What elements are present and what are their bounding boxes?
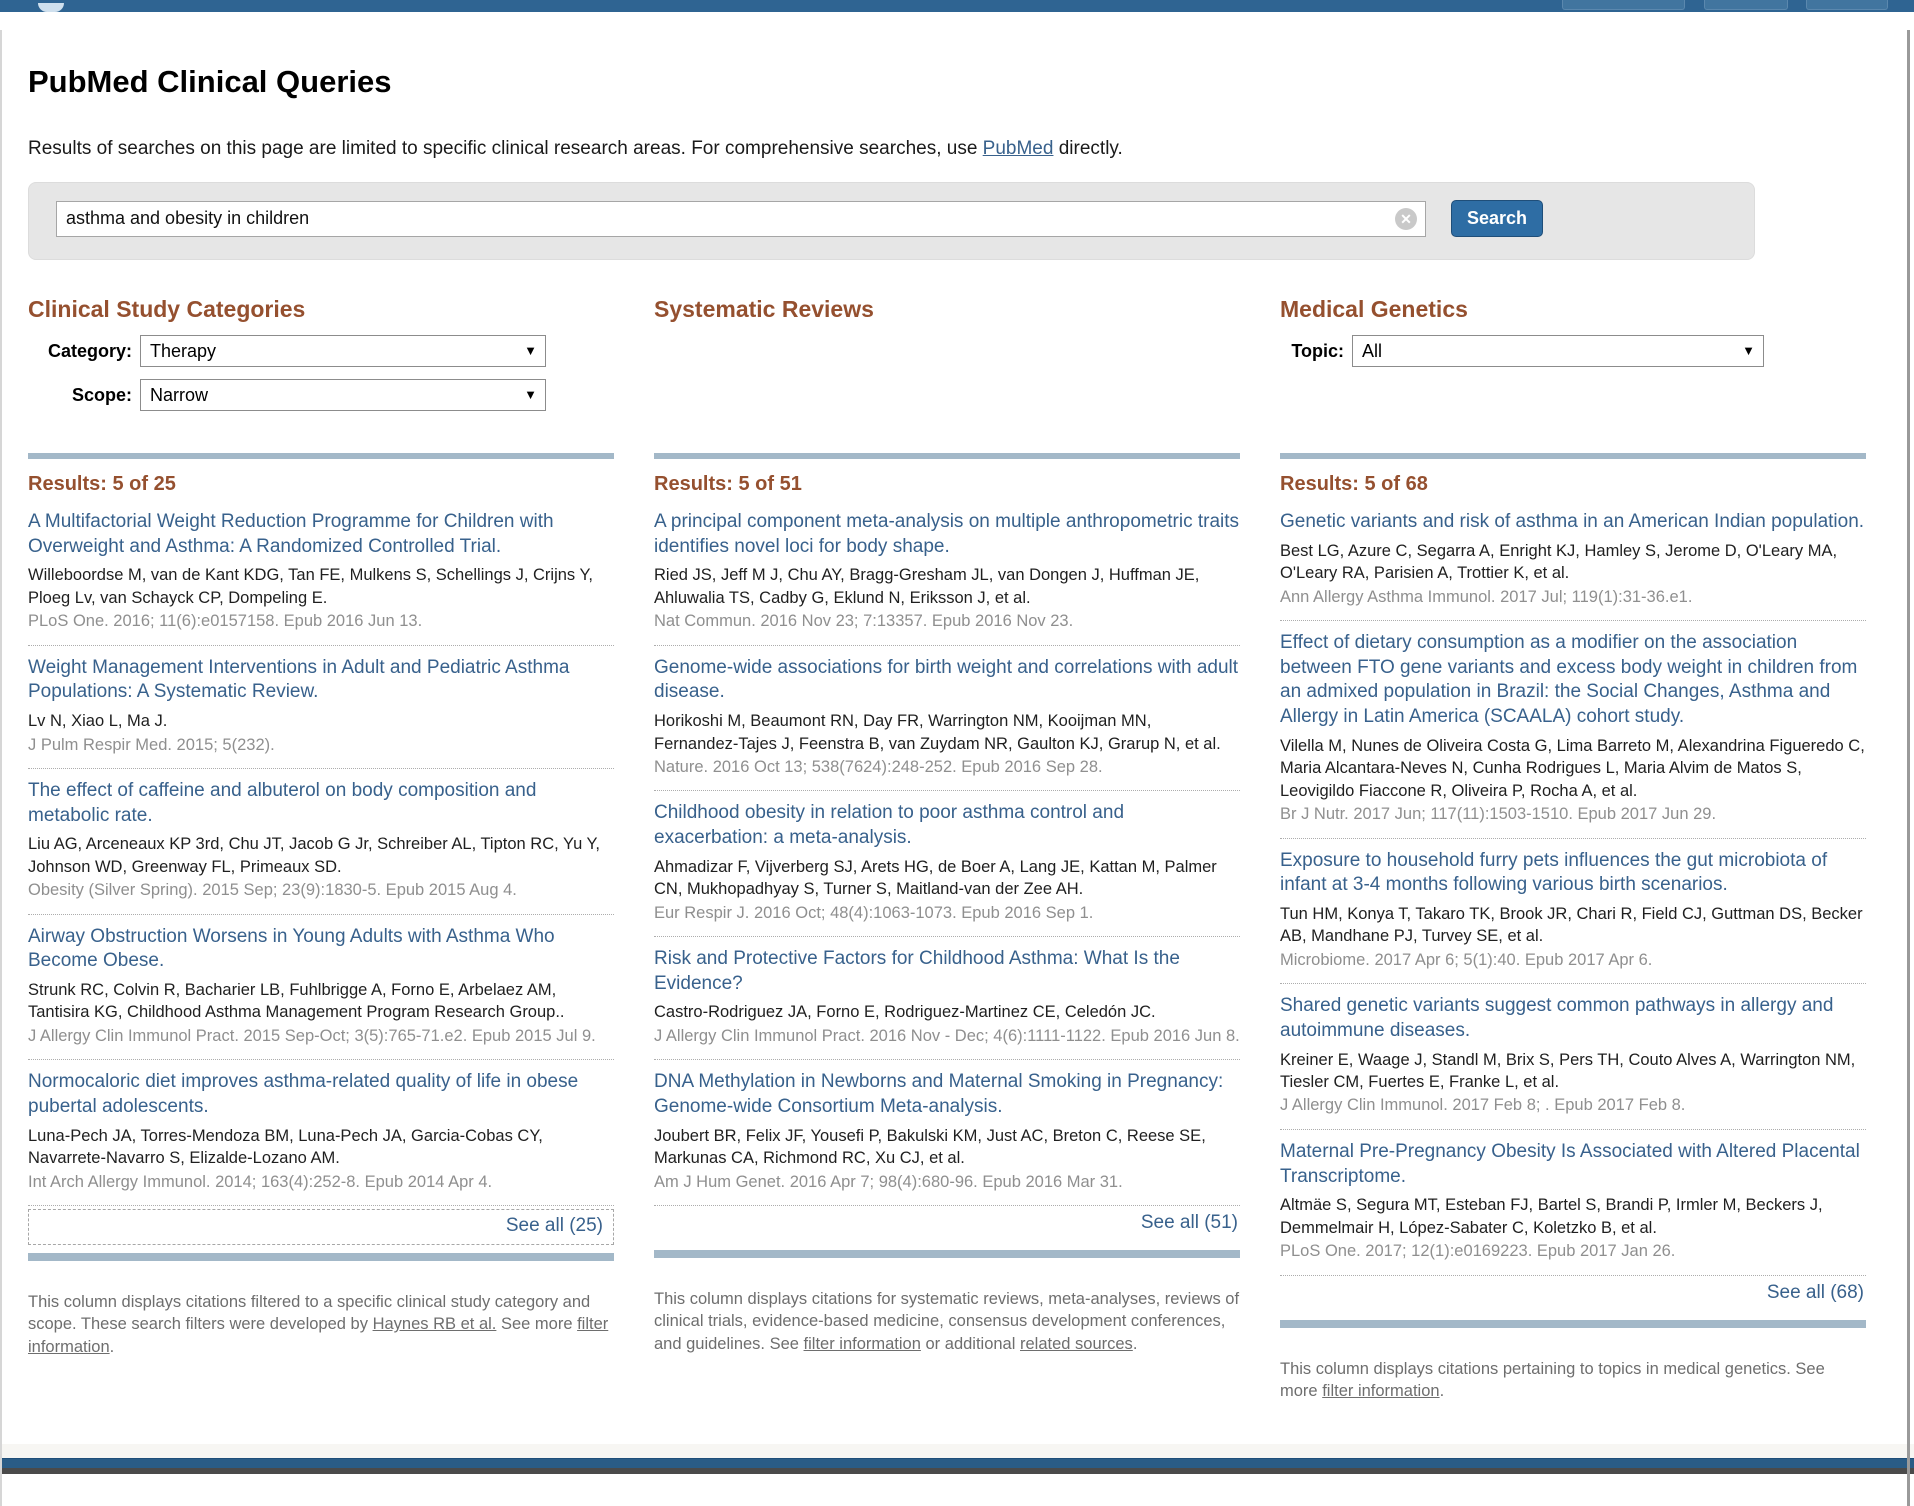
footer-text-segment: .	[1439, 1381, 1445, 1400]
citation-list	[654, 500, 1240, 1206]
footer-bar	[0, 1458, 1914, 1468]
citation-journal: PLoS One. 2017; 12(1):e0169223. Epub 2017 Jan 26.	[1280, 1242, 1676, 1261]
citation-title-link[interactable]: Childhood obesity in relation to poor asthma control and exacerbation: a meta-analysis.	[654, 802, 1125, 849]
citation-authors: Ried JS, Jeff M J, Chu AY, Bragg-Gresham JL, van Dongen J, Huffman JE, Ahluwalia TS, Cadby G, Eklund N, Eriksson J, et al.	[654, 566, 1200, 607]
column-description	[654, 1288, 1240, 1355]
column-heading: Systematic Reviews	[654, 296, 874, 322]
citation-journal: Am J Hum Genet. 2016 Apr 7; 98(4):680-96. Epub 2016 Mar 31.	[654, 1172, 1123, 1191]
footer-text-segment: This column displays citations pertaining to topics in medical genetics. See more	[1280, 1359, 1825, 1400]
citation-authors: Castro-Rodriguez JA, Forno E, Rodriguez-Martinez CE, Celedón JC.	[654, 1003, 1156, 1022]
citation-journal: Eur Respir J. 2016 Oct; 48(4):1063-1073. Epub 2016 Sep 1.	[654, 903, 1094, 922]
citation-journal: J Allergy Clin Immunol. 2017 Feb 8; . Epub 2017 Feb 8.	[1280, 1096, 1686, 1115]
footer-text-segment: This column displays citations filtered to a specific clinical study category and scope. These search filters were developed by	[28, 1293, 591, 1334]
citation-title-link[interactable]: The effect of caffeine and albuterol on body composition and metabolic rate.	[28, 779, 537, 826]
window-edge	[0, 30, 2, 1506]
results-count-label: Results: 5 of 25	[28, 473, 176, 495]
citation-title-link[interactable]: Effect of dietary consumption as a modifier on the association between FTO gene variants and excess body weight in children from an admixed population in Brazil: the Social Changes, Asthma and Allergy in Latin America (SCAALA) cohort study.	[1280, 632, 1858, 728]
citation-journal: Br J Nutr. 2017 Jun; 117(11):1503-1510. Epub 2017 Jun 29.	[1280, 805, 1717, 824]
results-bottom-rule	[1280, 1320, 1866, 1328]
citation-title-link[interactable]: Normocaloric diet improves asthma-related quality of life in obese pubertal adolescents.	[28, 1071, 579, 1117]
citation-title-link[interactable]: Genome-wide associations for birth weight and correlations with adult disease.	[654, 656, 1239, 703]
citation-journal: Int Arch Allergy Immunol. 2014; 163(4):252-8. Epub 2014 Apr 4.	[28, 1172, 493, 1191]
bottom-spacer	[0, 1402, 1914, 1444]
footer-text-segment: This column displays citations for systematic reviews, meta-analyses, reviews of clinical trials, evidence-based medicine, consensus development conferences, and guidelines. See	[654, 1290, 1240, 1353]
citation-journal: Nat Commun. 2016 Nov 23; 7:13357. Epub 2016 Nov 23.	[654, 612, 1074, 631]
top-header-bar	[0, 0, 1914, 12]
citation-title-link[interactable]: Airway Obstruction Worsens in Young Adults with Asthma Who Become Obese.	[28, 925, 555, 972]
column-systematic-reviews-results	[654, 453, 1240, 1402]
footer-link[interactable]: Haynes RB et al.	[372, 1315, 497, 1334]
chevron-down-icon: ▼	[1742, 343, 1755, 358]
columns-grid	[28, 288, 1866, 1402]
footer-text-segment: or additional	[920, 1334, 1020, 1353]
citation-item	[1280, 500, 1866, 621]
search-panel	[28, 182, 1755, 260]
citation-item	[28, 500, 614, 646]
citation-title-link[interactable]: Maternal Pre-Pregnancy Obesity Is Associated with Altered Placental Transcriptome.	[1280, 1140, 1860, 1187]
search-input-wrap	[56, 201, 1426, 237]
see-all-link[interactable]: See all (51)	[1140, 1212, 1238, 1233]
citation-item	[1280, 839, 1866, 985]
results-top-rule	[1280, 453, 1866, 459]
results-bottom-rule	[28, 1253, 614, 1261]
chevron-down-icon: ▼	[524, 387, 537, 402]
category-select[interactable]: Therapy ▼	[140, 335, 546, 367]
citation-authors: Joubert BR, Felix JF, Yousefi P, Bakulski KM, Just AC, Breton C, Reese SE, Markunas CA, Richmond RC, Xu CJ, et al.	[654, 1126, 1206, 1168]
results-top-rule	[654, 453, 1240, 459]
citation-item	[28, 769, 614, 915]
topic-label: Topic:	[1291, 340, 1344, 361]
citation-journal: PLoS One. 2016; 11(6):e0157158. Epub 2016 Jun 13.	[28, 612, 423, 631]
citation-authors: Willeboordse M, van de Kant KDG, Tan FE, Mulkens S, Schellings J, Crijns Y, Ploeg Lv, van Schayck CP, Dompeling E.	[28, 566, 593, 607]
search-input[interactable]	[56, 201, 1426, 237]
intro-text-after: directly.	[1053, 138, 1123, 159]
citation-title-link[interactable]: Risk and Protective Factors for Childhood Asthma: What Is the Evidence?	[654, 948, 1180, 994]
citation-journal: Nature. 2016 Oct 13; 538(7624):248-252. Epub 2016 Sep 28.	[654, 757, 1103, 776]
column-heading: Medical Genetics	[1280, 296, 1468, 322]
citation-authors: Lv N, Xiao L, Ma J.	[28, 712, 168, 731]
window-edge	[1907, 30, 1910, 1506]
citation-item	[654, 646, 1240, 792]
category-label: Category:	[47, 340, 132, 361]
column-systematic-reviews-header	[654, 288, 1240, 453]
chevron-down-icon: ▼	[524, 343, 537, 358]
citation-journal: J Allergy Clin Immunol Pract. 2015 Sep-Oct; 3(5):765-71.e2. Epub 2015 Jul 9.	[28, 1026, 596, 1045]
results-bottom-rule	[654, 1250, 1240, 1258]
footer-link[interactable]: related sources	[1020, 1334, 1133, 1353]
citation-item	[28, 1060, 614, 1206]
citation-title-link[interactable]: A principal component meta-analysis on multiple anthropometric traits identifies novel loci for body shape.	[654, 511, 1240, 557]
see-all-row	[28, 1209, 614, 1245]
citation-journal: Obesity (Silver Spring). 2015 Sep; 23(9):1830-5. Epub 2015 Aug 4.	[28, 881, 517, 900]
citation-authors: Horikoshi M, Beaumont RN, Day FR, Warrington NM, Kooijman MN, Fernandez-Tajes J, Feenstra B, van Zuydam NR, Gaulton KJ, Grarup N, et al.	[654, 712, 1221, 753]
footer-text-segment: .	[109, 1337, 115, 1356]
citation-item	[654, 791, 1240, 937]
header-nav-button-fragment[interactable]	[1562, 0, 1685, 10]
column-description	[28, 1291, 614, 1358]
citation-authors: Altmäe S, Segura MT, Esteban FJ, Bartel S, Brandi P, Irmler M, Beckers J, Demmelmair H, López-Sabater C, Koletzko B, et al.	[1280, 1196, 1823, 1237]
citation-title-link[interactable]: Shared genetic variants suggest common pathways in allergy and autoimmune diseases.	[1280, 995, 1834, 1041]
footer-strip	[0, 1444, 1914, 1458]
citation-title-link[interactable]: Exposure to household furry pets influences the gut microbiota of infant at 3-4 months following various birth scenarios.	[1280, 849, 1828, 896]
footer-link[interactable]: filter information	[28, 1315, 609, 1356]
citation-authors: Strunk RC, Colvin R, Bacharier LB, Fuhlbrigge A, Forno E, Arbelaez AM, Tantisira KG, Childhood Asthma Management Program Research Group..	[28, 981, 565, 1022]
scope-select[interactable]: Narrow ▼	[140, 379, 546, 411]
pubmed-logo-fragment	[38, 3, 64, 12]
results-count-label: Results: 5 of 68	[1280, 473, 1428, 495]
search-button[interactable]: Search	[1451, 200, 1543, 237]
citation-journal: J Pulm Respir Med. 2015; 5(232).	[28, 735, 275, 754]
header-nav-button-fragment[interactable]	[1704, 0, 1788, 10]
results-count-label: Results: 5 of 51	[654, 473, 802, 495]
citation-title-link[interactable]: A Multifactorial Weight Reduction Programme for Children with Overweight and Asthma: A Randomized Controlled Trial.	[28, 511, 554, 557]
citation-item	[1280, 984, 1866, 1130]
page	[0, 64, 1914, 1402]
scope-label: Scope:	[71, 384, 132, 405]
column-heading: Clinical Study Categories	[28, 296, 306, 322]
citation-list	[28, 500, 614, 1206]
see-all-row	[1280, 1276, 1866, 1312]
page-title: PubMed Clinical Queries	[28, 64, 392, 99]
citation-item	[654, 500, 1240, 646]
footer-link[interactable]: filter information	[1322, 1381, 1440, 1400]
citation-item	[28, 915, 614, 1061]
column-medical-genetics-header	[1280, 288, 1866, 453]
topic-select[interactable]: All ▼	[1352, 335, 1764, 367]
category-filter-row	[28, 335, 614, 367]
citation-journal: Microbiome. 2017 Apr 6; 5(1):40. Epub 2017 Apr 6.	[1280, 950, 1653, 969]
citation-authors: Best LG, Azure C, Segarra A, Enright KJ, Hamley S, Jerome D, O'Leary MA, O'Leary RA, Parisien A, Trottier K, et al.	[1280, 541, 1838, 583]
clear-search-icon[interactable]: ✕	[1395, 208, 1417, 230]
column-clinical-study-header	[28, 288, 614, 453]
citation-authors: Kreiner E, Waage J, Standl M, Brix S, Pers TH, Couto Alves A, Warrington NM, Tiesler CM, Fuertes E, Franke L, et al.	[1280, 1050, 1856, 1091]
citation-item	[1280, 1130, 1866, 1276]
citation-list	[1280, 500, 1866, 1276]
window-bottom-edge	[0, 1468, 1914, 1474]
citation-title-link[interactable]: Genetic variants and risk of asthma in an American Indian population.	[1280, 511, 1865, 532]
column-medical-genetics-results	[1280, 453, 1866, 1402]
citation-authors: Luna-Pech JA, Torres-Mendoza BM, Luna-Pech JA, Garcia-Cobas CY, Navarrete-Navarro S, Elizalde-Lozano AM.	[28, 1126, 543, 1168]
citation-authors: Vilella M, Nunes de Oliveira Costa G, Lima Barreto M, Alexandrina Figueredo C, Maria Alcantara-Neves N, Cunha Rodrigues L, Maria Alvim de Matos S, Leovigildo Fiaccone R, Oliveira P, Rocha A, et al.	[1280, 736, 1865, 800]
citation-title-link[interactable]: DNA Methylation in Newborns and Maternal Smoking in Pregnancy: Genome-wide Consortium Meta-analysis.	[654, 1071, 1224, 1117]
citation-authors: Tun HM, Konya T, Takaro TK, Brook JR, Chari R, Field CJ, Guttman DS, Becker AB, Mandhane PJ, Turvey SE, et al.	[1280, 904, 1863, 946]
citation-authors: Ahmadizar F, Vijverberg SJ, Arets HG, de Boer A, Lang JE, Kattan M, Palmer CN, Mukhopadhyay S, Turner S, Maitland-van der Zee AH.	[654, 857, 1217, 899]
citation-item	[654, 1060, 1240, 1206]
citation-journal: J Allergy Clin Immunol Pract. 2016 Nov - Dec; 4(6):1111-1122. Epub 2016 Jun 8.	[654, 1026, 1240, 1045]
intro-text-before: Results of searches on this page are limited to specific clinical research areas. For comprehensive searches, use	[28, 138, 983, 159]
see-all-link[interactable]: See all (25)	[505, 1215, 603, 1236]
citation-authors: Liu AG, Arceneaux KP 3rd, Chu JT, Jacob G Jr, Schreiber AL, Tipton RC, Yu Y, Johnson WD, Greenway FL, Primeaux SD.	[28, 835, 601, 876]
header-nav-button-fragment[interactable]	[1806, 0, 1888, 10]
citation-item	[654, 937, 1240, 1060]
citation-journal: Ann Allergy Asthma Immunol. 2017 Jul; 119(1):31-36.e1.	[1280, 587, 1693, 606]
column-clinical-study-results	[28, 453, 614, 1402]
citation-item	[28, 646, 614, 769]
footer-link[interactable]: filter information	[803, 1334, 921, 1353]
topic-filter-row	[1280, 335, 1866, 367]
results-top-rule	[28, 453, 614, 459]
see-all-link[interactable]: See all (68)	[1766, 1281, 1864, 1303]
footer-text-segment: .	[1132, 1334, 1138, 1353]
intro-text	[28, 138, 1914, 160]
pubmed-link[interactable]: PubMed	[982, 138, 1054, 159]
scope-filter-row	[28, 379, 614, 411]
column-description	[1280, 1358, 1866, 1403]
footer-text-segment: See more	[496, 1315, 578, 1334]
see-all-row	[654, 1206, 1240, 1242]
citation-title-link[interactable]: Weight Management Interventions in Adult and Pediatric Asthma Populations: A Systematic Review.	[28, 656, 570, 703]
citation-item	[1280, 621, 1866, 839]
